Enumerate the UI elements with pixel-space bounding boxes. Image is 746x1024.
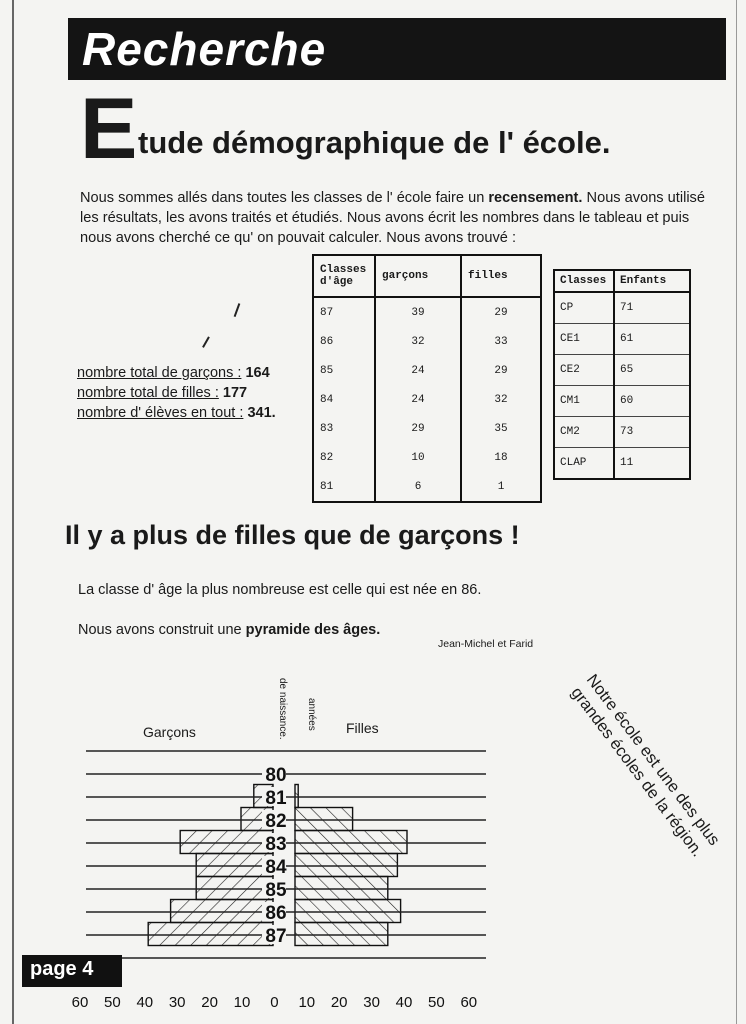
col-header-age: Classes d'âge — [313, 255, 375, 297]
children-cell: 65 — [614, 355, 690, 386]
label-boys: Garçons — [143, 724, 196, 740]
pyramid-axis-tick: 30 — [168, 994, 186, 1011]
boys-cell: 24 — [375, 356, 461, 385]
pyramid-axis-tick: 20 — [201, 994, 218, 1011]
axis-label-years: années — [306, 698, 317, 731]
class-cell: CM2 — [554, 417, 614, 448]
page-number: page 4 — [30, 958, 94, 980]
pyramid-bar-boys — [196, 854, 273, 877]
boys-cell: 10 — [375, 443, 461, 472]
age-cell: 84 — [313, 385, 375, 414]
boys-cell: 39 — [375, 297, 461, 327]
pyramid-year-label: 87 — [265, 926, 287, 947]
pyramid-axis-tick: 60 — [71, 994, 89, 1011]
col-header-class: Classes — [554, 270, 614, 292]
pyramid-year-label: 83 — [265, 834, 287, 855]
total-all: nombre d' élèves en tout : 341. — [77, 405, 276, 421]
total-girls: nombre total de filles : 177 — [77, 385, 248, 401]
conclusion-heading: Il y a plus de filles que de garçons ! — [65, 520, 520, 550]
girls-cell: 32 — [461, 385, 541, 414]
class-cell: CE2 — [554, 355, 614, 386]
paragraph-largest-class: La classe d' âge la plus nombreuse est celle qui est née en 86. — [78, 582, 482, 598]
girls-cell: 35 — [461, 414, 541, 443]
pyramid-axis-tick: 50 — [428, 994, 445, 1011]
boys-cell: 32 — [375, 327, 461, 356]
pyramid-year-label: 81 — [265, 788, 287, 809]
pyramid-axis-tick: 60 — [460, 994, 478, 1011]
girls-cell: 18 — [461, 443, 541, 472]
pyramid-axis-tick: 50 — [104, 994, 121, 1011]
pyramid-axis-tick: 10 — [298, 994, 316, 1011]
pyramid-year-label: 85 — [265, 880, 287, 901]
pyramid-bar-boys — [180, 831, 273, 854]
age-cell: 81 — [313, 472, 375, 502]
authors: Jean-Michel et Farid — [438, 638, 534, 650]
label-girls: Filles — [346, 720, 379, 736]
boys-cell: 24 — [375, 385, 461, 414]
class-cell: CM1 — [554, 386, 614, 417]
pyramid-bar-girls — [295, 854, 397, 877]
boys-cell: 29 — [375, 414, 461, 443]
pyramid-year-label: 86 — [265, 903, 287, 924]
age-cell: 83 — [313, 414, 375, 443]
class-cell: CE1 — [554, 324, 614, 355]
pyramid-bar-girls — [295, 808, 353, 831]
girls-cell: 29 — [461, 297, 541, 327]
boys-cell: 6 — [375, 472, 461, 502]
girls-cell: 1 — [461, 472, 541, 502]
age-cell: 82 — [313, 443, 375, 472]
pyramid-year-label: 84 — [265, 857, 287, 878]
pyramid-bar-girls — [295, 831, 407, 854]
page-number-badge — [22, 955, 122, 987]
pyramid-bar-girls — [295, 923, 388, 946]
pyramid-axis-tick: 40 — [395, 994, 413, 1011]
pyramid-axis-tick: 0 — [270, 994, 279, 1011]
pyramid-bar-girls — [295, 877, 388, 900]
children-cell: 11 — [614, 448, 690, 480]
girls-cell: 29 — [461, 356, 541, 385]
col-header-girls: filles — [461, 255, 541, 297]
header-title: Recherche — [82, 23, 327, 75]
pyramid-bar-boys — [171, 900, 273, 923]
pyramid-bar-boys — [196, 877, 273, 900]
pyramid-axis-tick: 30 — [363, 994, 380, 1011]
intro-text-1: Nous sommes allés dans toutes les classes de l' école faire un — [80, 190, 489, 206]
pyramid-bar-girls — [295, 785, 298, 808]
girls-cell: 33 — [461, 327, 541, 356]
col-header-children: Enfants — [614, 270, 690, 292]
intro-bold: recensement. — [488, 190, 583, 206]
pyramid-year-label: 80 — [265, 765, 287, 786]
children-cell: 61 — [614, 324, 690, 355]
pyramid-year-label: 82 — [265, 811, 287, 832]
axis-label-birth: de naissance. — [277, 678, 288, 740]
children-cell: 60 — [614, 386, 690, 417]
drop-cap: E — [80, 81, 138, 177]
children-cell: 73 — [614, 417, 690, 448]
class-cell: CLAP — [554, 448, 614, 480]
total-boys: nombre total de garçons : 164 — [77, 365, 270, 381]
paragraph-pyramid: Nous avons construit une pyramide des âges. — [78, 622, 381, 638]
slogan: Notre école est une des plus grandes écoles de la région. — [567, 671, 724, 861]
age-cell: 85 — [313, 356, 375, 385]
pyramid-axis-tick: 10 — [233, 994, 251, 1011]
pyramid-axis-tick: 40 — [136, 994, 154, 1011]
pyramid-axis-tick: 20 — [330, 994, 348, 1011]
col-header-boys: garçons — [375, 255, 461, 297]
intro-text-2: Nous avons utilisé les résultats, les avons traités et étudiés. Nous avons écrit les nombres dans le tableau et puis nous avons cherché ce qu' on pouvait calculer. Nous avons trouvé : — [80, 190, 705, 246]
headline: tude démographique de l' école. — [138, 125, 611, 160]
pyramid-bar-boys — [148, 923, 273, 946]
age-cell: 86 — [313, 327, 375, 356]
children-cell: 71 — [614, 292, 690, 324]
age-cell: 87 — [313, 297, 375, 327]
pyramid-bar-girls — [295, 900, 401, 923]
class-cell: CP — [554, 292, 614, 324]
